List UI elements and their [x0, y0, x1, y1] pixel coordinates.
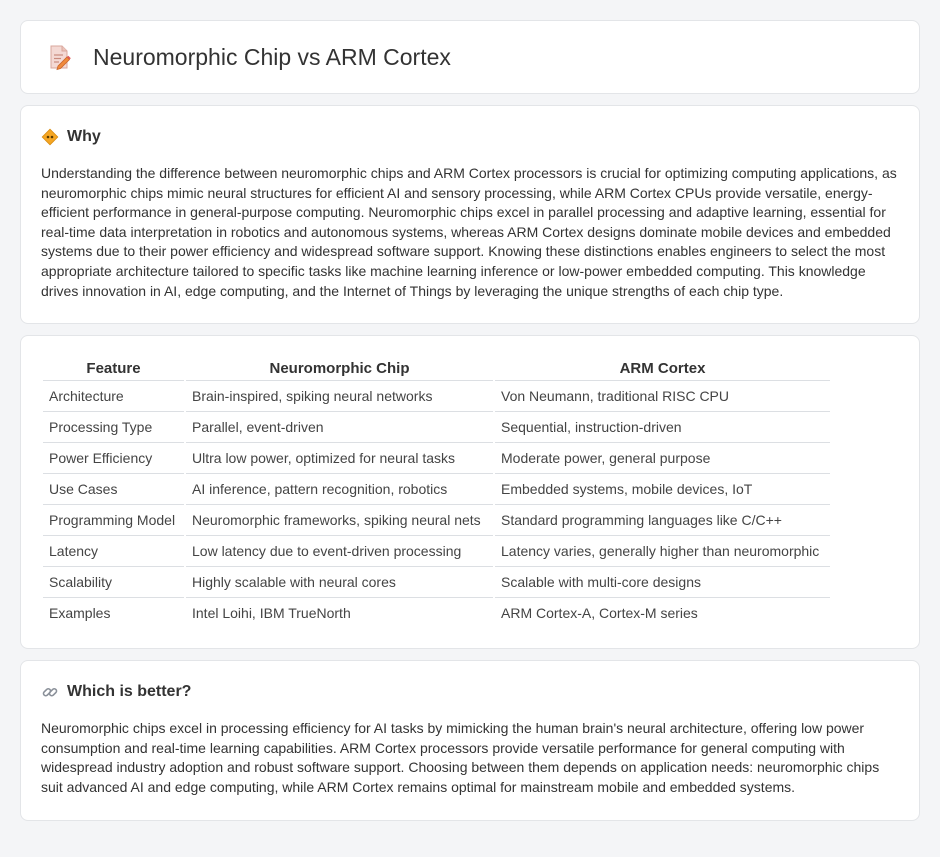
table-row [43, 473, 830, 504]
table-row [43, 380, 830, 411]
table-cell: Programming Model [43, 504, 184, 535]
table-cell: Von Neumann, traditional RISC CPU [495, 380, 830, 411]
table-cell: Examples [43, 597, 184, 628]
table-row [43, 442, 830, 473]
table-cell: Standard programming languages like C/C++ [495, 504, 830, 535]
comparison-card [20, 335, 920, 649]
table-cell: Ultra low power, optimized for neural tasks [186, 442, 493, 473]
table-row [43, 504, 830, 535]
table-cell: Parallel, event-driven [186, 411, 493, 442]
column-header-neuromorphic: Neuromorphic Chip [269, 359, 410, 377]
table-cell: ARM Cortex-A, Cortex-M series [495, 597, 830, 628]
why-section [20, 105, 920, 324]
table-cell: AI inference, pattern recognition, robotics [186, 473, 493, 504]
which-better-section [20, 660, 920, 820]
table-cell: Scalability [43, 566, 184, 597]
why-title: Why [67, 128, 101, 145]
table-row [43, 597, 830, 628]
table-cell: Embedded systems, mobile devices, IoT [495, 473, 830, 504]
which-better-text: Neuromorphic chips excel in processing efficiency for AI tasks by mimicking the human brain's neural architecture, offering low power consumption and real-time learning capabilities. ARM Cortex processors provide versatile performance for general computing with widespread industry adoption and robust software support. Choosing between them depends on application needs: neuromorphic chips suit advanced AI and edge computing, while ARM Cortex remains optimal for mainstream mobile and embedded systems. [41, 720, 880, 795]
column-header-arm: ARM Cortex [619, 359, 706, 377]
diamond-sign-icon [41, 128, 59, 146]
table-cell: Latency varies, generally higher than neuromorphic [495, 535, 830, 566]
table-cell: Use Cases [43, 473, 184, 504]
which-better-title: Which is better? [67, 683, 192, 701]
table-cell: Processing Type [43, 411, 184, 442]
table-cell: Low latency due to event-driven processing [186, 535, 493, 566]
document-pencil-icon [45, 43, 73, 71]
table-cell: Sequential, instruction-driven [495, 411, 830, 442]
column-header-feature: Feature [86, 359, 141, 377]
header-card [20, 20, 920, 94]
page-title: Neuromorphic Chip vs ARM Cortex [93, 43, 451, 70]
table-cell: Brain-inspired, spiking neural networks [186, 380, 493, 411]
table-cell: Power Efficiency [43, 442, 184, 473]
table-cell: Scalable with multi-core designs [495, 566, 830, 597]
table-row [43, 566, 830, 597]
table-cell: Moderate power, general purpose [495, 442, 830, 473]
table-cell: Neuromorphic frameworks, spiking neural nets [186, 504, 493, 535]
table-cell: Highly scalable with neural cores [186, 566, 493, 597]
table-row [43, 411, 830, 442]
table-row [43, 535, 830, 566]
table-cell: Architecture [43, 380, 184, 411]
table-cell: Intel Loihi, IBM TrueNorth [186, 597, 493, 628]
table-header-row [43, 356, 830, 380]
why-text: Understanding the difference between neuromorphic chips and ARM Cortex processors is crucial for optimizing computing applications, as neuromorphic chips mimic neural structures for efficient AI and sensory processing, while ARM Cortex CPUs provide versatile, energy-efficient performance in general-purpose computing. Neuromorphic chips excel in parallel processing and adaptive learning, essential for real-time data interpretation in robotics and autonomous systems, whereas ARM Cortex designs dominate mobile devices and embedded systems due to their power efficiency and widespread software support. Knowing these distinctions enables engineers to select the most appropriate architecture tailored to specific tasks like machine learning inference or low-power embedded computing. This knowledge drives innovation in AI, edge computing, and the Internet of Things by leveraging the unique strengths of each chip type. [41, 165, 897, 299]
which-better-heading [41, 683, 899, 701]
why-heading [41, 128, 899, 146]
table-cell: Latency [43, 535, 184, 566]
comparison-table [41, 356, 832, 628]
link-icon [41, 683, 59, 701]
